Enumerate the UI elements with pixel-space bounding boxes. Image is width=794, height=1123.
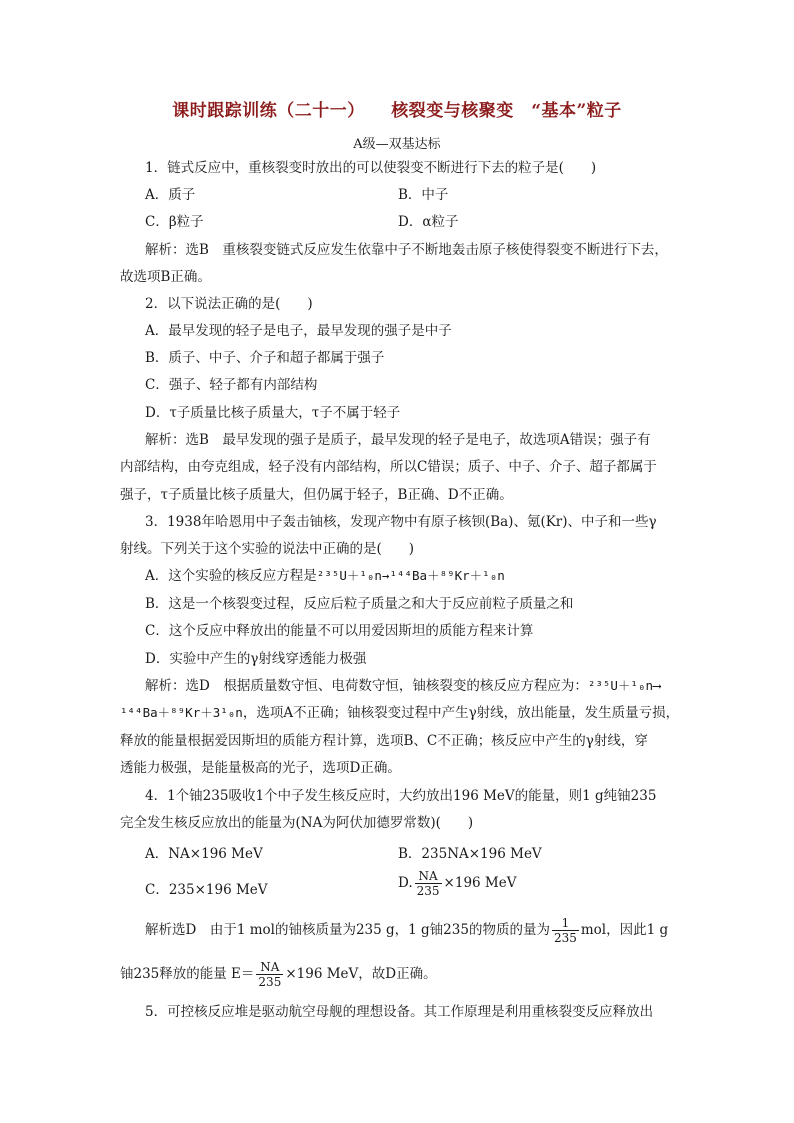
- q4-answer-line2-suffix: ×196 MeV，故D正确。: [285, 966, 437, 982]
- q2-option-b: B．质子、中子、介子和超子都属于强子: [145, 350, 385, 366]
- q3-option-a-equation: ²³⁵U＋¹₀n→¹⁴⁴Ba＋⁸⁹Kr＋¹₀n: [316, 568, 505, 583]
- q4-answer-line1: [145, 916, 668, 945]
- q4-answer-line2: [120, 960, 437, 989]
- q3-answer-equation-start: ²³⁵U＋¹₀n⟶: [587, 678, 661, 693]
- q2-answer-line3: 强子，τ子质量比核子质量大，但仍属于轻子，B正确、D不正确。: [120, 487, 513, 503]
- q4-option-a: A．NA×196 MeV: [145, 846, 263, 862]
- q3-answer-line4: 透能力极强，是能量极高的光子，选项D正确。: [120, 760, 401, 776]
- q3-option-d: D．实验中产生的γ射线穿透能力极强: [145, 651, 367, 667]
- q3-answer-line3: 释放的能量根据爱因斯坦的质能方程计算，选项B、C不正确；核反应中产生的γ射线，穿: [120, 733, 648, 749]
- q3-stem-line1: 3．1938年哈恩用中子轰击铀核，发现产物中有原子核钡(Ba)、氪(Kr)、中子和一些γ: [145, 514, 657, 530]
- q4-option-d-label: D.: [398, 875, 413, 891]
- q3-answer-line2: [120, 703, 679, 723]
- q3-option-a: [145, 566, 505, 586]
- q4-answer-text: 解析选D 由于1 mol的铀核质量为235 g，1 g铀235的物质的量为: [145, 922, 550, 938]
- q4-answer-line2-text: 铀235释放的能量 E＝: [120, 966, 255, 982]
- q3-answer-text: 解析：选D 根据质量数守恒、电荷数守恒，铀核裂变的核反应方程应为：: [145, 678, 588, 694]
- q1-option-d: D．α粒子: [398, 214, 459, 230]
- q4-answer-line1-suffix: mol，因此1 g: [580, 922, 669, 938]
- title-part2: 核裂变与核聚变: [391, 101, 514, 121]
- q4-answer-fraction-1: [552, 916, 579, 945]
- q5-stem-line1: 5．可控核反应堆是驱动航空母舰的理想设备。其工作原理是利用重核裂变反应释放出: [145, 1004, 654, 1020]
- q4-answer-fraction-2: [256, 960, 283, 989]
- level-subtitle: A级—双基达标: [353, 137, 441, 152]
- q4-answer-fraction-2-numerator: NA: [256, 960, 283, 975]
- page-title: [0, 96, 794, 121]
- q3-option-b: B．这是一个核裂变过程，反应后粒子质量之和大于反应前粒子质量之和: [145, 596, 574, 612]
- q4-stem-line2: 完全发生核反应放出的能量为(NA为阿伏加德罗常数)( ): [120, 815, 474, 831]
- q4-option-d: [398, 869, 516, 898]
- title-part1: 课时跟踪训练（二十一）: [172, 101, 357, 121]
- q3-option-a-text: A．这个实验的核反应方程是: [145, 568, 317, 584]
- q1-option-b: B．中子: [398, 187, 449, 203]
- q3-answer-equation-end: ¹⁴⁴Ba＋⁸⁹Kr＋3¹₀n: [120, 705, 243, 720]
- q4-option-d-numerator: NA: [415, 869, 442, 884]
- q4-option-b: B．235NA×196 MeV: [398, 846, 542, 862]
- q3-option-c: C．这个反应中释放出的能量不可以用爱因斯坦的质能方程来计算: [145, 623, 534, 639]
- q4-option-d-fraction: [415, 869, 442, 898]
- q4-option-d-denominator: 235: [416, 884, 440, 898]
- q2-answer-line1: 解析：选B 最早发现的强子是质子，最早发现的轻子是电子，故选项A错误；强子有: [145, 432, 651, 448]
- q1-answer-line2: 故选项B正确。: [120, 269, 211, 285]
- q4-answer-fraction-1-numerator: 1: [552, 916, 579, 931]
- q1-option-c: C．β粒子: [145, 214, 204, 230]
- q2-option-a: A．最早发现的轻子是电子，最早发现的强子是中子: [145, 323, 452, 339]
- q4-answer-fraction-1-denominator: 235: [553, 931, 577, 945]
- q2-option-d: D．τ子质量比核子质量大，τ子不属于轻子: [145, 405, 401, 421]
- q4-option-d-suffix: ×196 MeV: [443, 875, 517, 891]
- q4-option-c: C．235×196 MeV: [145, 882, 268, 898]
- q1-stem: 1．链式反应中，重核裂变时放出的可以使裂变不断进行下去的粒子是( ): [145, 160, 597, 176]
- q1-answer-line1: 解析：选B 重核裂变链式反应发生依靠中子不断地轰击原子核使得裂变不断进行下去，: [145, 242, 668, 258]
- q1-option-a: A．质子: [145, 187, 196, 203]
- q4-answer-fraction-2-denominator: 235: [258, 975, 282, 989]
- q3-answer-line1: [145, 676, 661, 696]
- title-part3: “基本”粒子: [531, 101, 622, 121]
- q3-answer-line2-text: ，选项A不正确；铀核裂变过程中产生γ射线，放出能量，发生质量亏损，: [242, 705, 680, 721]
- q2-option-c: C．强子、轻子都有内部结构: [145, 377, 318, 393]
- q3-stem-line2: 射线。下列关于这个实验的说法中正确的是( ): [120, 541, 415, 557]
- q2-answer-line2: 内部结构，由夸克组成，轻子没有内部结构，所以C错误；质子、中子、介子、超子都属于: [120, 459, 657, 475]
- q2-stem: 2．以下说法正确的是( ): [145, 296, 313, 312]
- q4-stem-line1: 4．1个铀235吸收1个中子发生核反应时，大约放出196 MeV的能量，则1 g纯铀235: [145, 788, 657, 804]
